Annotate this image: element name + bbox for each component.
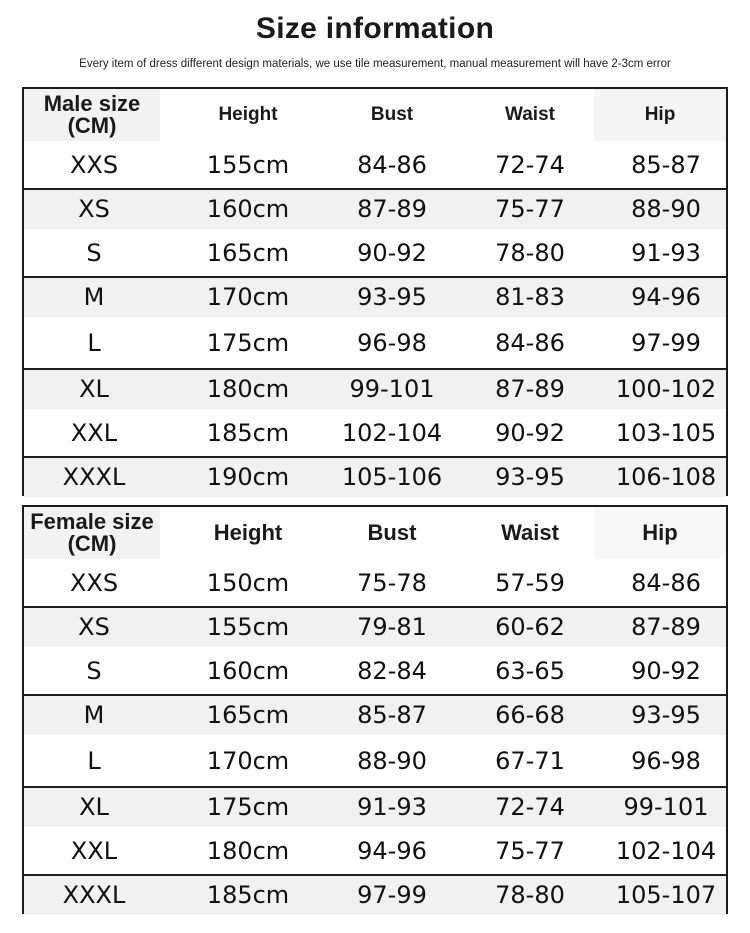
female-height-header: Height — [213, 520, 283, 545]
female-size-cell: XL — [79, 793, 109, 821]
row-divider — [24, 786, 726, 788]
female-waist-cell: 63-65 — [495, 657, 565, 685]
table-row — [24, 277, 726, 317]
female-size-table — [22, 505, 728, 914]
female-height-cell: 160cm — [206, 657, 290, 685]
male-waist-cell: 84-86 — [495, 329, 565, 357]
male-size-cell: XS — [78, 195, 110, 223]
male-waist-cell: 87-89 — [495, 375, 565, 403]
female-hip-cell: 84-86 — [631, 569, 701, 597]
male-size-header-unit: (CM) — [67, 113, 117, 138]
female-size-cell: L — [87, 747, 101, 775]
table-row — [24, 317, 726, 369]
female-waist-cell: 78-80 — [495, 881, 565, 909]
table-row — [24, 695, 726, 735]
female-height-cell: 180cm — [206, 837, 290, 865]
male-height-cell: 185cm — [206, 419, 290, 447]
row-divider — [24, 874, 726, 876]
male-size-cell: XL — [79, 375, 109, 403]
female-waist-cell: 66-68 — [495, 701, 565, 729]
table-row — [24, 409, 726, 457]
male-bust-cell: 96-98 — [357, 329, 427, 357]
male-waist-header: Waist — [505, 104, 555, 125]
table-row — [24, 229, 726, 277]
male-size-header-label: Male size — [43, 91, 141, 116]
female-waist-cell: 67-71 — [495, 747, 565, 775]
female-bust-cell: 97-99 — [357, 881, 427, 909]
female-height-cell: 170cm — [206, 747, 290, 775]
table-row — [24, 369, 726, 409]
male-height-cell: 180cm — [206, 375, 290, 403]
female-size-cell: M — [83, 701, 105, 729]
male-hip-cell: 106-108 — [615, 463, 717, 491]
male-bust-header: Bust — [370, 104, 414, 125]
male-waist-cell: 81-83 — [495, 283, 565, 311]
table-row — [24, 787, 726, 827]
male-bust-cell: 102-104 — [341, 419, 443, 447]
row-divider — [24, 456, 726, 458]
male-waist-cell: 90-92 — [495, 419, 565, 447]
male-size-cell: S — [86, 239, 102, 267]
male-bust-cell: 84-86 — [357, 151, 427, 179]
female-hip-cell: 87-89 — [631, 613, 701, 641]
table-row — [24, 141, 726, 189]
female-height-cell: 155cm — [206, 613, 290, 641]
female-bust-header: Bust — [367, 520, 417, 545]
male-hip-cell: 94-96 — [631, 283, 701, 311]
male-bust-cell: 105-106 — [341, 463, 443, 491]
female-bust-cell: 88-90 — [357, 747, 427, 775]
female-waist-header: Waist — [501, 520, 559, 545]
female-height-cell: 175cm — [206, 793, 290, 821]
male-hip-cell: 100-102 — [615, 375, 717, 403]
table-row — [24, 559, 726, 607]
female-waist-cell: 75-77 — [495, 837, 565, 865]
male-height-cell: 170cm — [206, 283, 290, 311]
female-size-cell: XXXL — [62, 881, 126, 909]
male-size-header — [24, 89, 160, 141]
female-hip-cell: 105-107 — [615, 881, 717, 909]
male-hip-cell: 103-105 — [615, 419, 717, 447]
male-waist-cell: 75-77 — [495, 195, 565, 223]
male-bust-cell: 90-92 — [357, 239, 427, 267]
male-height-header: Height — [218, 104, 278, 125]
female-waist-cell: 72-74 — [495, 793, 565, 821]
male-waist-cell: 93-95 — [495, 463, 565, 491]
row-divider — [24, 606, 726, 608]
female-size-cell: XXS — [69, 569, 119, 597]
male-table-header — [24, 89, 726, 141]
male-size-table — [22, 87, 728, 496]
female-hip-cell: 96-98 — [631, 747, 701, 775]
measurement-note: Every item of dress different design materials, we use tile measurement, manual measurement will have 2-3cm error — [79, 58, 671, 70]
male-size-cell: XXL — [70, 419, 118, 447]
female-height-cell: 150cm — [206, 569, 290, 597]
male-hip-cell: 91-93 — [631, 239, 701, 267]
row-divider — [24, 276, 726, 278]
table-row — [24, 827, 726, 875]
table-row — [24, 457, 726, 497]
female-hip-header: Hip — [594, 507, 726, 559]
male-size-cell: M — [83, 283, 105, 311]
male-size-cell: XXS — [69, 151, 119, 179]
male-hip-cell: 97-99 — [631, 329, 701, 357]
female-height-cell: 185cm — [206, 881, 290, 909]
row-divider — [24, 188, 726, 190]
female-hip-cell: 93-95 — [631, 701, 701, 729]
female-hip-cell: 102-104 — [615, 837, 717, 865]
female-bust-cell: 79-81 — [357, 613, 427, 641]
page-title: Size information — [255, 12, 495, 45]
male-bust-cell: 93-95 — [357, 283, 427, 311]
male-size-cell: XXXL — [62, 463, 126, 491]
female-bust-cell: 91-93 — [357, 793, 427, 821]
female-size-cell: XS — [78, 613, 110, 641]
male-hip-header: Hip — [594, 89, 726, 141]
male-hip-cell: 88-90 — [631, 195, 701, 223]
female-bust-cell: 85-87 — [357, 701, 427, 729]
female-size-header-label: Female size — [30, 509, 154, 534]
male-size-cell: L — [87, 329, 101, 357]
table-row — [24, 875, 726, 915]
table-row — [24, 735, 726, 787]
row-divider — [24, 694, 726, 696]
male-height-cell: 160cm — [206, 195, 290, 223]
male-bust-cell: 99-101 — [349, 375, 435, 403]
female-size-header-unit: (CM) — [67, 531, 117, 556]
female-table-header — [24, 507, 726, 559]
male-height-cell: 155cm — [206, 151, 290, 179]
female-size-cell: S — [86, 657, 102, 685]
male-waist-cell: 72-74 — [495, 151, 565, 179]
female-hip-cell: 90-92 — [631, 657, 701, 685]
male-height-cell: 175cm — [206, 329, 290, 357]
female-bust-cell: 94-96 — [357, 837, 427, 865]
female-waist-cell: 60-62 — [495, 613, 565, 641]
table-row — [24, 189, 726, 229]
female-hip-cell: 99-101 — [623, 793, 709, 821]
female-height-cell: 165cm — [206, 701, 290, 729]
female-bust-cell: 75-78 — [357, 569, 427, 597]
male-hip-cell: 85-87 — [631, 151, 701, 179]
female-bust-cell: 82-84 — [357, 657, 427, 685]
female-size-header — [24, 507, 160, 559]
female-waist-cell: 57-59 — [495, 569, 565, 597]
table-row — [24, 607, 726, 647]
male-bust-cell: 87-89 — [357, 195, 427, 223]
row-divider — [24, 368, 726, 370]
male-height-cell: 165cm — [206, 239, 290, 267]
male-waist-cell: 78-80 — [495, 239, 565, 267]
male-height-cell: 190cm — [206, 463, 290, 491]
table-row — [24, 647, 726, 695]
female-size-cell: XXL — [70, 837, 118, 865]
